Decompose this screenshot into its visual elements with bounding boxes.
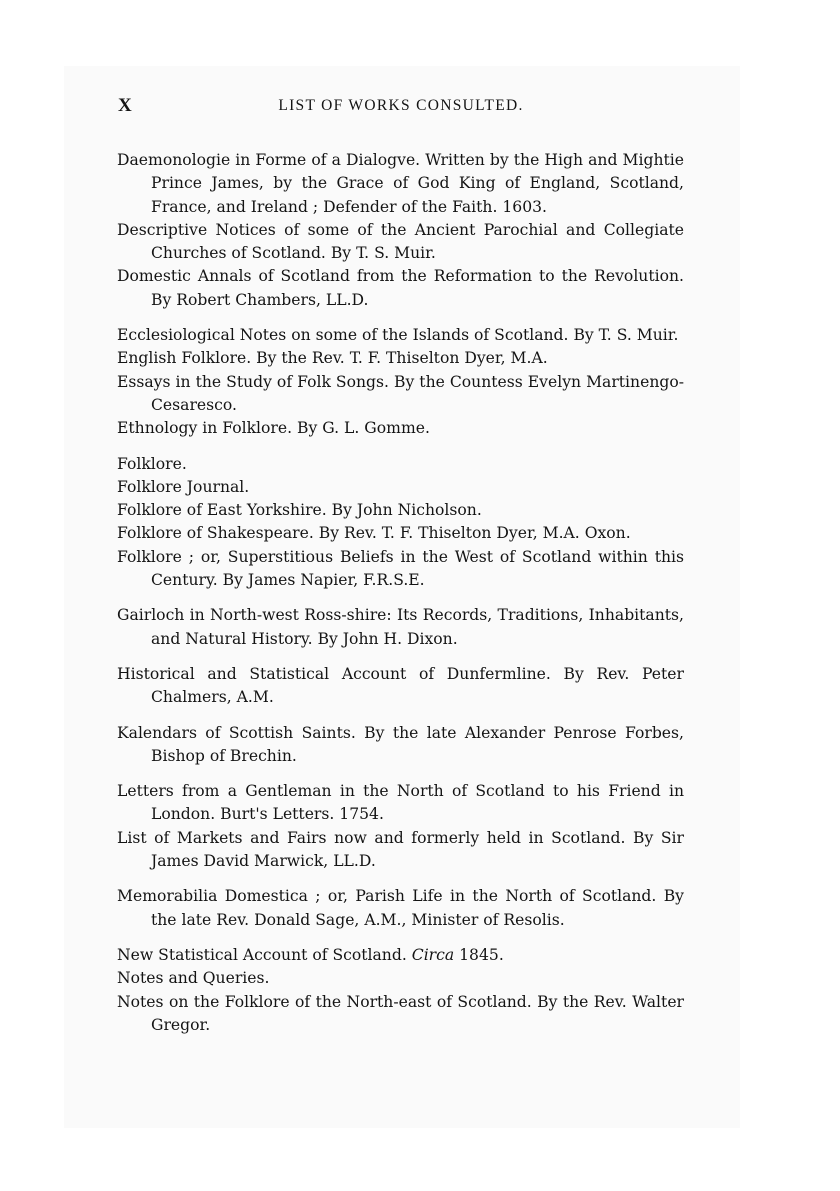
bibliography-entry: Folklore ; or, Superstitious Beliefs in the West of Scotland within this Century. By James Napier, F.R.S.E. [117,547,684,590]
bibliography-entry: Folklore. [117,454,187,473]
bibliography-list [117,149,684,1037]
bibliography-entry: English Folklore. By the Rev. T. F. Thiselton Dyer, M.A. [117,349,548,368]
bibliography-entry: Notes and Queries. [117,969,270,988]
bibliography-entry: Letters from a Gentleman in the North of Scotland to his Friend in London. Burt's Letters. 1754. [117,782,684,824]
bibliography-entry: Notes on the Folklore of the North-east of Scotland. By the Rev. Walter Gregor. [117,992,684,1034]
bibliography-entry: List of Markets and Fairs now and formerly held in Scotland. By Sir James David Marwick, LL.D. [117,828,684,871]
bibliography-entry: Ecclesiological Notes on some of the Islands of Scotland. By T. S. Muir. [117,326,679,345]
bibliography-entry: Folklore Journal. [117,477,250,496]
entry-title: New Statistical Account of Scotland. [117,945,407,964]
bibliography-entry: Domestic Annals of Scotland from the Reformation to the Revolution. By Robert Chambers, LL.D. [117,267,684,309]
bibliography-entry: Folklore of East Yorkshire. By John Nicholson. [117,501,482,520]
bibliography-entry: Essays in the Study of Folk Songs. By the Countess Evelyn Martinengo-Cesaresco. [117,372,684,414]
entry-italic-circa: Circa [411,945,455,964]
page-number: X [118,95,133,116]
running-title: LIST OF WORKS CONSULTED. [278,97,524,114]
bibliography-entry: Ethnology in Folklore. By G. L. Gomme. [117,419,430,438]
bibliography-entry [117,944,684,967]
bibliography-entry: Kalendars of Scottish Saints. By the late Alexander Penrose Forbes, Bishop of Brechin. [117,723,684,765]
bibliography-entry: Descriptive Notices of some of the Ancient Parochial and Collegiate Churches of Scotland. By T. S. Muir. [117,220,684,263]
bibliography-entry: Folklore of Shakespeare. By Rev. T. F. Thiselton Dyer, M.A. Oxon. [117,524,631,543]
bibliography-entry: Daemonologie in Forme of a Dialogve. Written by the High and Mightie Prince James, by the Grace of God King of England, Scotland, France, and Ireland ; Defender of the Faith. 1603. [117,151,684,216]
entry-year: 1845. [459,945,504,964]
page-header [118,95,684,125]
bibliography-entry: Memorabilia Domestica ; or, Parish Life in the North of Scotland. By the late Rev. Donald Sage, A.M., Minister of Resolis. [117,887,684,929]
bibliography-entry: Historical and Statistical Account of Dunfermline. By Rev. Peter Chalmers, A.M. [117,664,684,707]
bibliography-entry: Gairloch in North-west Ross-shire: Its Records, Traditions, Inhabitants, and Natural History. By John H. Dixon. [117,606,684,648]
